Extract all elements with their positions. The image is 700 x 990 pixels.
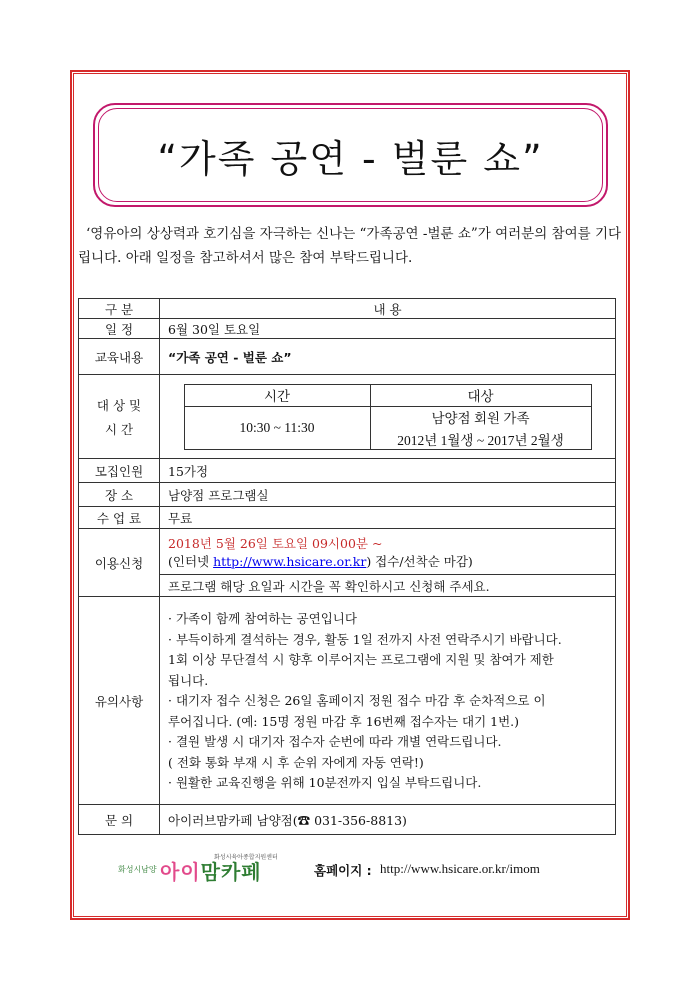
footer xyxy=(118,854,598,884)
list-item: · 결원 발생 시 대기자 접수자 순번에 따라 개별 연락드립니다. xyxy=(168,734,502,750)
apply-cell xyxy=(160,529,616,575)
list-item: ( 전화 통화 부재 시 후 순위 자에게 자동 연락!) xyxy=(168,754,424,770)
list-item: · 가족이 함께 참여하는 공연입니다 xyxy=(168,611,357,627)
table-row xyxy=(79,507,616,529)
time-target-subtable xyxy=(184,384,592,450)
table-row xyxy=(79,299,616,319)
list-item: 루어집니다. (예: 15명 정원 마감 후 16번째 접수자는 대기 1번.) xyxy=(168,713,520,729)
notes-list xyxy=(160,597,616,805)
homepage-label: 홈페이지 : xyxy=(314,863,372,878)
sub-target-header: 대상 xyxy=(370,384,591,406)
logo-text-b: 맘카페 xyxy=(200,860,262,884)
target-label-line2: 시 간 xyxy=(104,421,134,437)
notes-label: 유의사항 xyxy=(79,597,160,805)
apply-link[interactable]: http://www.hsicare.or.kr xyxy=(213,553,367,569)
apply-label: 이용신청 xyxy=(79,529,160,597)
date-value: 6월 30일 토요일 xyxy=(160,319,616,339)
recruit-value: 15가정 xyxy=(160,459,616,483)
sub-time-value: 10:30 ~ 11:30 xyxy=(184,406,370,449)
intro-paragraph: ‘영유아의 상상력과 호기심을 자극하는 신나는 “가족공연 -벌룬 쇼”가 여러분의 참여를 기다립니다. 아래 일정을 참고하셔서 많은 참여 부탁드립니다. xyxy=(78,226,622,266)
contact-value: 아이러브맘카페 남양점(☎ 031-356-8813) xyxy=(160,805,616,835)
edu-label: 교육내용 xyxy=(79,339,160,375)
target-label-line1: 대 상 및 xyxy=(96,397,142,413)
fee-label: 수 업 료 xyxy=(79,507,160,529)
logo-tagline: 화성시육아종합지원센터 xyxy=(214,854,278,861)
info-table xyxy=(78,298,616,835)
table-row xyxy=(79,375,616,459)
list-item: 1회 이상 무단결석 시 향후 이루어지는 프로그램에 지원 및 참여가 제한 xyxy=(168,652,554,668)
table-row xyxy=(79,459,616,483)
apply-method xyxy=(168,552,607,570)
target-label xyxy=(79,375,160,459)
apply-method-pre: (인터넷 xyxy=(168,553,214,569)
table-row xyxy=(79,319,616,339)
place-value: 남양점 프로그램실 xyxy=(160,483,616,507)
target-cell xyxy=(160,375,616,459)
recruit-label: 모집인원 xyxy=(79,459,160,483)
table-row xyxy=(79,805,616,835)
homepage-url[interactable]: http://www.hsicare.or.kr/imom xyxy=(380,861,540,876)
sub-target-line1: 남양점 회원 가족 xyxy=(431,410,530,426)
table-row xyxy=(79,339,616,375)
contact-label: 문 의 xyxy=(79,805,160,835)
page-title: “가족 공연 - 벌룬 쇼” xyxy=(157,136,544,181)
list-item: · 대기자 접수 신청은 26일 홈페이지 정원 접수 마감 후 순차적으로 이 xyxy=(168,693,546,709)
header-content: 내 용 xyxy=(160,299,616,319)
list-item: · 부득이하게 결석하는 경우, 활동 1일 전까지 사전 연락주시기 바랍니다. xyxy=(168,631,562,647)
list-item: 됩니다. xyxy=(168,672,209,688)
title-box xyxy=(93,103,608,207)
place-label: 장 소 xyxy=(79,483,160,507)
edu-value: “가족 공연 - 벌룬 쇼” xyxy=(160,339,616,375)
table-row xyxy=(79,575,616,597)
header-label: 구 분 xyxy=(79,299,160,319)
apply-start-date: 2018년 5월 26일 토요일 09시00분 ~ xyxy=(168,535,383,551)
date-label: 일 정 xyxy=(79,319,160,339)
sub-time-header: 시간 xyxy=(184,384,370,406)
sub-target-line2: 2012년 1월생 ~ 2017년 2월생 xyxy=(397,432,564,448)
apply-note: 프로그램 해당 요일과 시간을 꼭 확인하시고 신청해 주세요. xyxy=(160,575,616,597)
sub-target-value xyxy=(370,406,591,449)
fee-value: 무료 xyxy=(160,507,616,529)
table-row xyxy=(79,483,616,507)
apply-method-post: ) 접수/선착순 마감) xyxy=(366,553,473,569)
logo-text-a: 아이 xyxy=(160,860,201,884)
list-item: · 원활한 교육진행을 위해 10분전까지 입실 부탁드립니다. xyxy=(168,775,482,791)
logo-small-text: 화성시남양 xyxy=(118,865,157,874)
table-row xyxy=(79,529,616,575)
table-row xyxy=(79,597,616,805)
